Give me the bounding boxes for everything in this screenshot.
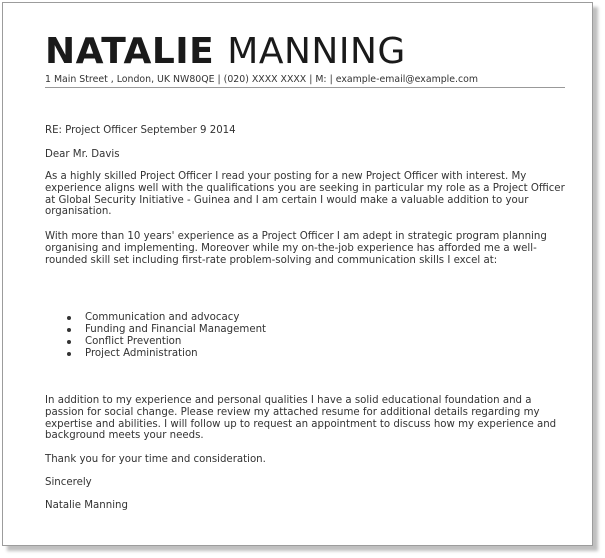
salutation: Dear Mr. Davis	[45, 149, 120, 160]
list-item: Funding and Financial Management	[67, 324, 266, 336]
sender-first-name: NATALIE	[45, 31, 215, 72]
list-item: Conflict Prevention	[67, 336, 266, 348]
thanks-line: Thank you for your time and consideration.	[45, 454, 266, 465]
sender-contact-line: 1 Main Street , London, UK NW80QE | (020) XXXX XXXX | M: | example-email@example.com	[45, 73, 565, 88]
sender-last-name: MANNING	[227, 31, 406, 72]
signature-name: Natalie Manning	[45, 500, 128, 511]
letter-page	[2, 2, 593, 546]
subject-line: RE: Project Officer September 9 2014	[45, 125, 236, 136]
skills-list	[67, 312, 266, 360]
sender-name	[45, 31, 565, 73]
paragraph-experience: With more than 10 years' experience as a Project Officer I am adept in strategic program planning organising and implementing. Moreover while my on-the-job experience has afforded me a well-rounded skill set including first-rate problem-solving and communication skills I excel at:	[45, 231, 547, 266]
list-item: Communication and advocacy	[67, 312, 266, 324]
paragraph-intro: As a highly skilled Project Officer I read your posting for a new Project Officer with interest. My experience aligns well with the qualifications you are seeking in particular my role as a Project Officer at Global Security Initiative - Guinea and I am certain I would make a valuable addition to your organisation.	[45, 171, 565, 218]
letter-content	[45, 31, 565, 511]
paragraph-closing: In addition to my experience and personal qualities I have a solid educational foundation and a passion for social change. Please review my attached resume for additional details regarding my expertise and abilities. I will follow up to request an appointment to discuss how my experience and background meets your needs.	[45, 395, 557, 442]
closing-line: Sincerely	[45, 477, 92, 488]
list-item: Project Administration	[67, 348, 266, 360]
